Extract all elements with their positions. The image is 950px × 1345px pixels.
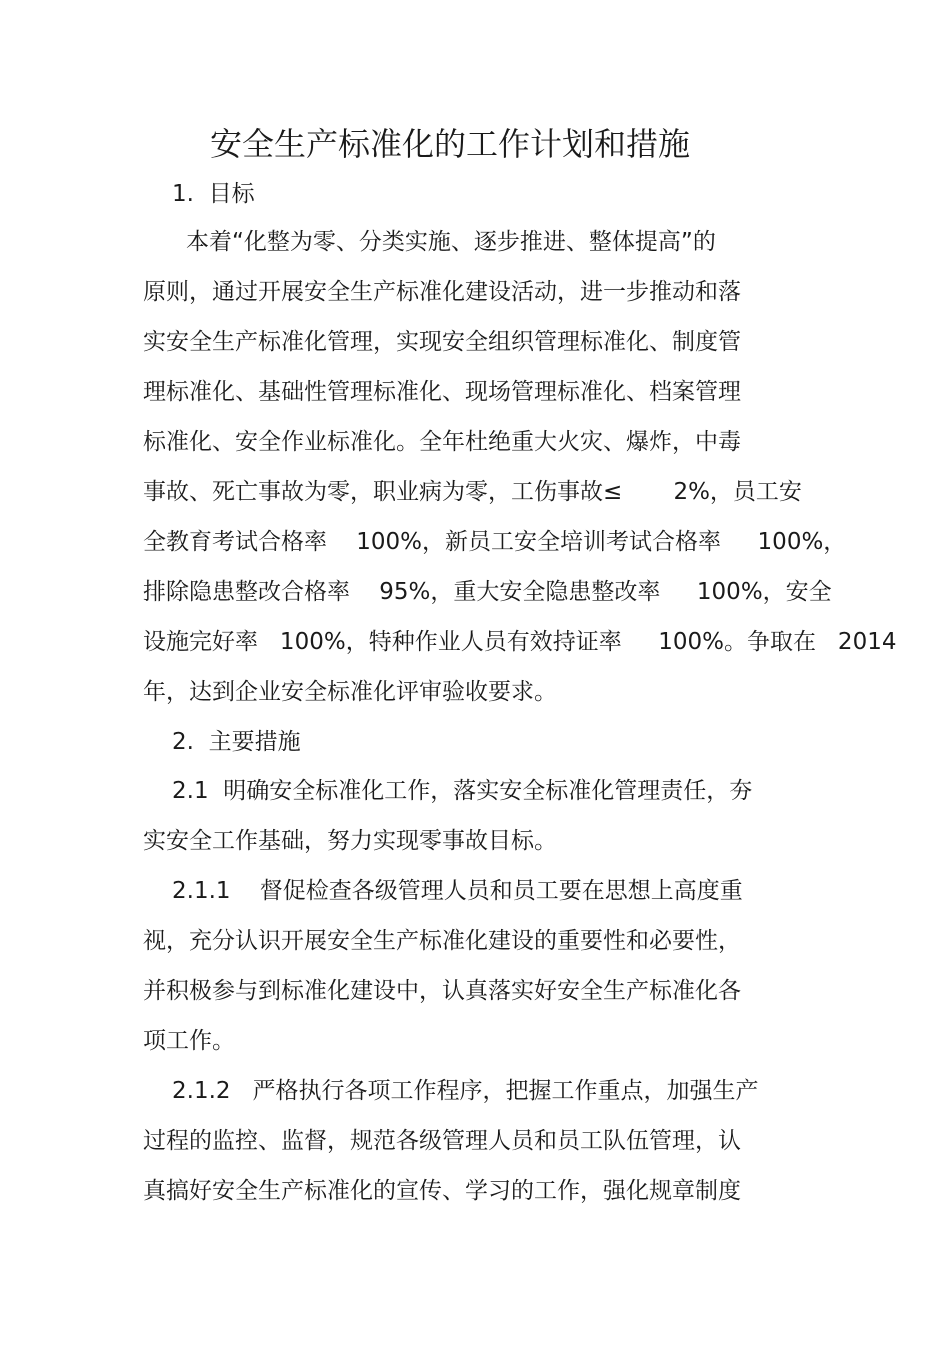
paragraph-line: 标准化、安全作业标准化。全年杜绝重大火灾、爆炸，中毒: [143, 429, 741, 455]
paragraph-line: 过程的监控、监督，规范各级管理人员和员工队伍管理，认: [143, 1128, 741, 1154]
paragraph-line: 事故、死亡事故为零，职业病为零，工伤事故≤ 2%，员工安: [143, 479, 802, 505]
heading-main-measures: 2. 主要措施: [172, 729, 301, 755]
document-title: 安全生产标准化的工作计划和措施: [209, 125, 690, 163]
heading-goal: 1. 目标: [172, 181, 255, 207]
paragraph-line: 实安全工作基础，努力实现零事故目标。: [143, 828, 557, 854]
section-2-1-line: 2.1 明确安全标准化工作，落实安全标准化管理责任，夯: [172, 778, 753, 804]
paragraph-line: 实安全生产标准化管理，实现安全组织管理标准化、制度管: [143, 329, 741, 355]
paragraph-line: 理标准化、基础性管理标准化、现场管理标准化、档案管理: [143, 379, 741, 405]
paragraph-line: 排除隐患整改合格率 95%，重大安全隐患整改率 100%，安全: [143, 579, 832, 605]
section-2-1-2-line: 2.1.2 严格执行各项工作程序，把握工作重点，加强生产: [172, 1078, 759, 1104]
paragraph-line: 视，充分认识开展安全生产标准化建设的重要性和必要性，: [143, 928, 741, 954]
section-2-1-1-line: 2.1.1 督促检查各级管理人员和员工要在思想上高度重: [172, 878, 743, 904]
paragraph-line: 项工作。: [143, 1028, 235, 1054]
paragraph-line: 全教育考试合格率 100%，新员工安全培训考试合格率 100%，: [143, 529, 847, 555]
paragraph-line: 真搞好安全生产标准化的宣传、学习的工作，强化规章制度: [143, 1178, 741, 1204]
paragraph-line: 设施完好率 100%，特种作业人员有效持证率 100%。争取在 2014: [143, 629, 897, 655]
paragraph-line: 本着“化整为零、分类实施、逐步推进、整体提高”的: [186, 229, 716, 255]
paragraph-line: 并积极参与到标准化建设中，认真落实好安全生产标准化各: [143, 978, 741, 1004]
paragraph-line: 原则，通过开展安全生产标准化建设活动，进一步推动和落: [143, 279, 741, 305]
paragraph-line: 年，达到企业安全标准化评审验收要求。: [143, 679, 557, 705]
